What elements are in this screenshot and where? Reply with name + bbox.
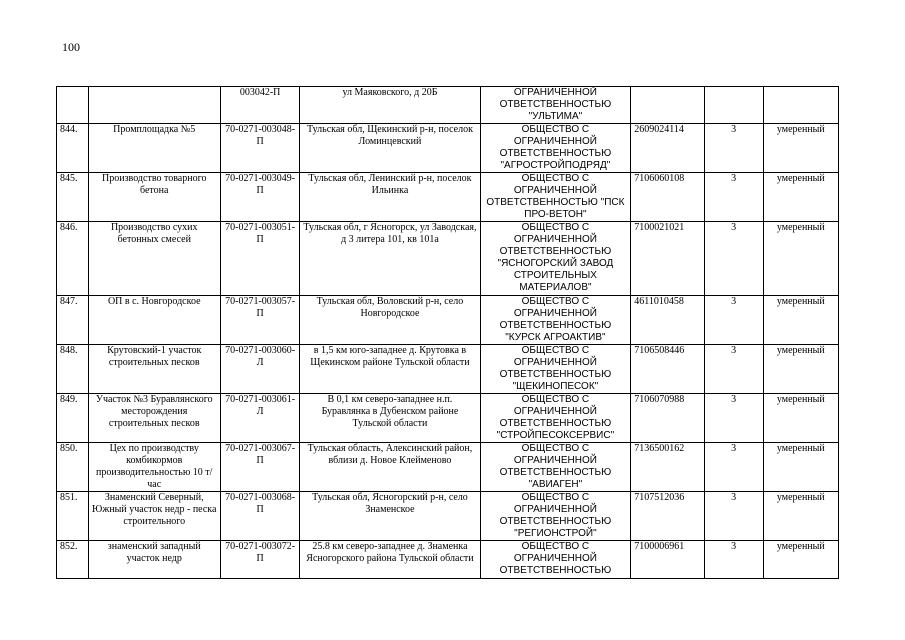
object-code: 70-0271-003068-П	[220, 492, 299, 541]
organization-name: ОГРАНИЧЕННОЙ ОТВЕТСТВЕННОСТЬЮ "УЛЬТИМА"	[480, 87, 631, 124]
row-number: 851.	[57, 492, 89, 541]
inn-value: 7106508446	[631, 345, 704, 394]
row-number: 848.	[57, 345, 89, 394]
risk-value: умеренный	[763, 492, 838, 541]
object-name: знаменский западный участок недр	[88, 541, 220, 579]
object-name: Производство сухих бетонных смесей	[88, 222, 220, 296]
category-value: 3	[704, 492, 763, 541]
table-row	[57, 173, 839, 222]
category-value: 3	[704, 345, 763, 394]
object-address: Тульская обл, г Ясногорск, ул Заводская, д 3 литера 101, кв 101а	[300, 222, 480, 296]
row-number: 850.	[57, 443, 89, 492]
row-number: 849.	[57, 394, 89, 443]
category-value: 3	[704, 296, 763, 345]
organization-name: ОБЩЕСТВО С ОГРАНИЧЕННОЙ ОТВЕТСТВЕННОСТЬЮ "ЩЕКИНОПЕСОК"	[480, 345, 631, 394]
table-row	[57, 443, 839, 492]
object-address: Тульская обл, Щекинский р-н, поселок Ломинцевский	[300, 124, 480, 173]
category-value: 3	[704, 173, 763, 222]
table-row	[57, 124, 839, 173]
risk-value: умеренный	[763, 296, 838, 345]
row-number: 852.	[57, 541, 89, 579]
category-value: 3	[704, 394, 763, 443]
row-number: 845.	[57, 173, 89, 222]
row-number: 844.	[57, 124, 89, 173]
risk-value: умеренный	[763, 124, 838, 173]
object-code: 70-0271-003048-П	[220, 124, 299, 173]
table-row	[57, 87, 839, 124]
object-address: в 1,5 км юго-западнее д. Крутовка в Щекинском районе Тульской области	[300, 345, 480, 394]
row-number	[57, 87, 89, 124]
object-code: 70-0271-003057-П	[220, 296, 299, 345]
object-code: 003042-П	[220, 87, 299, 124]
object-address: Тульская область, Алексинский район, вблизи д. Новое Клейменово	[300, 443, 480, 492]
object-name: Знаменский Северный, Южный участок недр - песка строительного	[88, 492, 220, 541]
inn-value: 7106060108	[631, 173, 704, 222]
object-code: 70-0271-003060-Л	[220, 345, 299, 394]
inn-value: 7136500162	[631, 443, 704, 492]
object-address: Тульская обл, Воловский р-н, село Новгородское	[300, 296, 480, 345]
row-number: 847.	[57, 296, 89, 345]
organization-name: ОБЩЕСТВО С ОГРАНИЧЕННОЙ ОТВЕТСТВЕННОСТЬЮ	[480, 541, 631, 579]
object-address: ул Маяковского, д 20Б	[300, 87, 480, 124]
inn-value	[631, 87, 704, 124]
table-row	[57, 541, 839, 579]
category-value	[704, 87, 763, 124]
row-number: 846.	[57, 222, 89, 296]
organization-name: ОБЩЕСТВО С ОГРАНИЧЕННОЙ ОТВЕТСТВЕННОСТЬЮ "АГРОСТРОЙПОДРЯД"	[480, 124, 631, 173]
organization-name: ОБЩЕСТВО С ОГРАНИЧЕННОЙ ОТВЕТСТВЕННОСТЬЮ "КУРСК АГРОАКТИВ"	[480, 296, 631, 345]
table-row	[57, 492, 839, 541]
table-row	[57, 394, 839, 443]
inn-value: 7107512036	[631, 492, 704, 541]
category-value: 3	[704, 124, 763, 173]
table-row	[57, 345, 839, 394]
risk-value: умеренный	[763, 173, 838, 222]
risk-value: умеренный	[763, 345, 838, 394]
risk-value: умеренный	[763, 541, 838, 579]
inn-value: 7100006961	[631, 541, 704, 579]
object-name: ОП в с. Новгородское	[88, 296, 220, 345]
object-address: 25.8 км северо-западнее д. Знаменка Ясногорского района Тульской области	[300, 541, 480, 579]
object-address: Тульская обл, Ленинский р-н, поселок Ильинка	[300, 173, 480, 222]
registry-table	[56, 86, 839, 579]
organization-name: ОБЩЕСТВО С ОГРАНИЧЕННОЙ ОТВЕТСТВЕННОСТЬЮ "ПСК ПРО-ВЕТОН"	[480, 173, 631, 222]
category-value: 3	[704, 541, 763, 579]
category-value: 3	[704, 443, 763, 492]
risk-value: умеренный	[763, 394, 838, 443]
table-row	[57, 222, 839, 296]
organization-name: ОБЩЕСТВО С ОГРАНИЧЕННОЙ ОТВЕТСТВЕННОСТЬЮ "РЕГИОНСТРОЙ"	[480, 492, 631, 541]
organization-name: ОБЩЕСТВО С ОГРАНИЧЕННОЙ ОТВЕТСТВЕННОСТЬЮ "ЯСНОГОРСКИЙ ЗАВОД СТРОИТЕЛЬНЫХ МАТЕРИАЛОВ"	[480, 222, 631, 296]
inn-value: 7106070988	[631, 394, 704, 443]
organization-name: ОБЩЕСТВО С ОГРАНИЧЕННОЙ ОТВЕТСТВЕННОСТЬЮ "АВИАГЕН"	[480, 443, 631, 492]
risk-value: умеренный	[763, 443, 838, 492]
object-name: Цех по производству комбикормов производительностью 10 т/час	[88, 443, 220, 492]
category-value: 3	[704, 222, 763, 296]
object-name: Участок №3 Буравлянского месторождения строительных песков	[88, 394, 220, 443]
object-code: 70-0271-003072-П	[220, 541, 299, 579]
object-name	[88, 87, 220, 124]
risk-value: умеренный	[763, 222, 838, 296]
page-number: 100	[62, 40, 80, 54]
object-code: 70-0271-003051-П	[220, 222, 299, 296]
object-address: Тульская обл, Ясногорский р-н, село Знаменское	[300, 492, 480, 541]
object-name: Производство товарного бетона	[88, 173, 220, 222]
inn-value: 4611010458	[631, 296, 704, 345]
inn-value: 7100021021	[631, 222, 704, 296]
organization-name: ОБЩЕСТВО С ОГРАНИЧЕННОЙ ОТВЕТСТВЕННОСТЬЮ "СТРОЙПЕСОКСЕРВИС"	[480, 394, 631, 443]
object-code: 70-0271-003061-Л	[220, 394, 299, 443]
table-row	[57, 296, 839, 345]
risk-value	[763, 87, 838, 124]
inn-value: 2609024114	[631, 124, 704, 173]
object-code: 70-0271-003067-П	[220, 443, 299, 492]
object-address: В 0,1 км северо-западнее н.п. Буравлянка в Дубенском районе Тульской области	[300, 394, 480, 443]
object-code: 70-0271-003049-П	[220, 173, 299, 222]
object-name: Крутовский-1 участок строительных песков	[88, 345, 220, 394]
object-name: Промплощадка №5	[88, 124, 220, 173]
